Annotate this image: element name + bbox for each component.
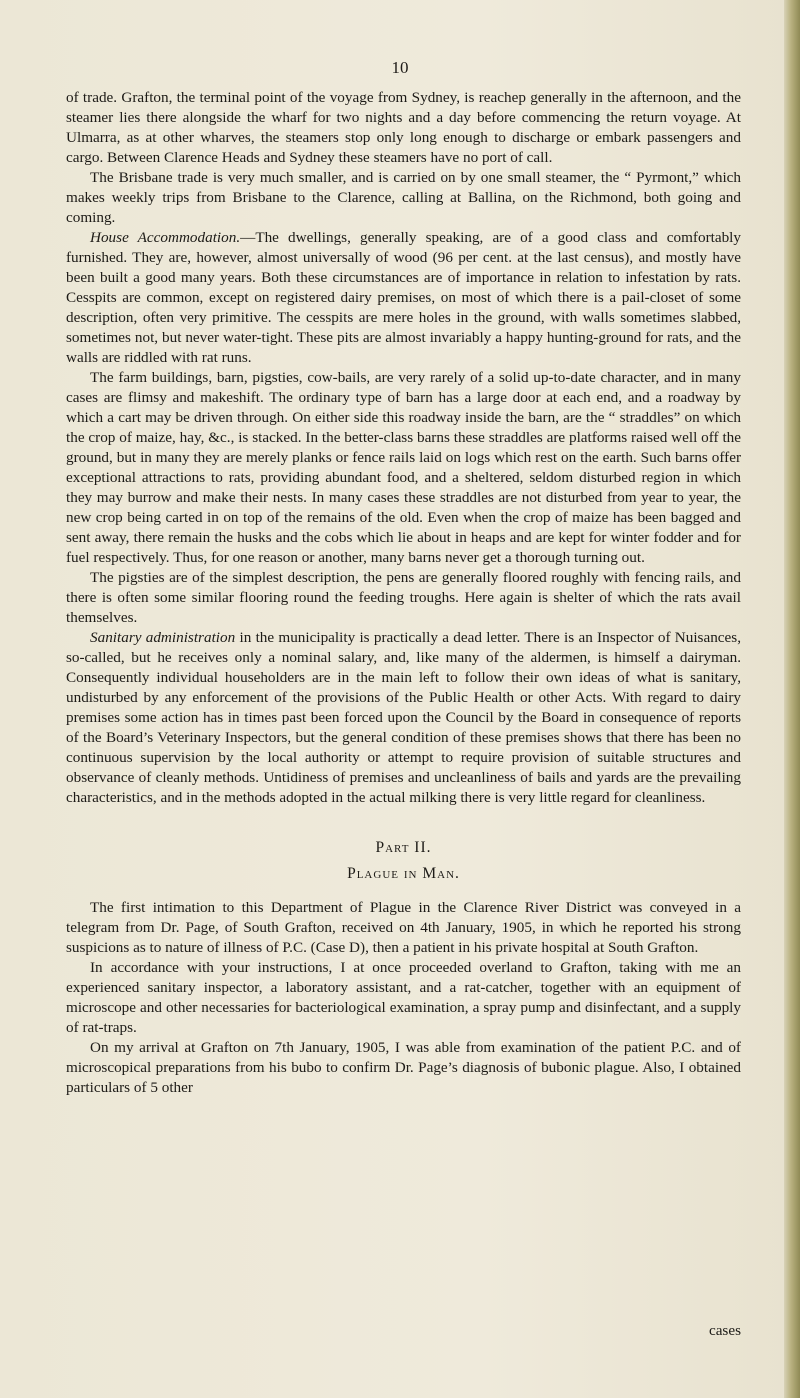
paragraph-sanitary (66, 628, 741, 808)
house-text: —The dwellings, generally speaking, are of a good class and comfortably furnished. They are, however, almost universally of wood (96 per cent. at the last census), and mostly have been built a good many years. Both these circumstances are of importance in relation to infestation by rats. Cesspits are common, except on registered dairy premises, on most of which there is a pail-closet of some description, often very primitive. The cesspits are mere holes in the ground, with walls sometimes slabbed, sometimes not, but never water-tight. These pits are almost invariably a happy hunting-ground for rats, and the walls are riddled with rat runs. (66, 229, 741, 366)
house-heading: House Accommodation. (90, 229, 241, 246)
page-edge (784, 0, 800, 1398)
page-number: 10 (391, 58, 409, 77)
paragraph-brisbane: The Brisbane trade is very much smaller, and is carried on by one small steamer, the “ Pyrmont,” which makes weekly trips from Brisbane to the Clarence, calling at Ballina, on the Richmond, both going and coming. (66, 169, 741, 226)
paragraph-trade: of trade. Grafton, the terminal point of the voyage from Sydney, is reachep generally in the afternoon, and the steamer lies there alongside the wharf for two nights and a day before commencing the return voyage. At Ulmarra, as at other wharves, the steamers stop only long enough to discharge or embark passengers and cargo. Between Clarence Heads and Sydney these steamers have no port of call. (66, 89, 741, 166)
sanitary-text: in the municipality is practically a dead letter. There is an Inspector of Nuisances, so-called, but he receives only a nominal salary, and, like many of the aldermen, is himself a dairyman. Consequently individual householders are in the main left to follow their own ideas of what is sanitary, undisturbed by any enforcement of the provisions of the Public Health or other Acts. With regard to dairy premises some action has in times past been forced upon the Council by the Board in consequence of reports of the Board’s Veterinary Inspectors, but the general condition of these premises shows that there has been no continuous supervision by the local authority or attempt to require provision of suitable structures and observance of cleanly methods. Untidiness of premises and uncleanliness of bails and yards are the prevailing characteristics, and in the methods adopted in the actual milking there is very little regard for cleanliness. (66, 629, 741, 806)
paragraph-instructions: In accordance with your instructions, I at once proceeded overland to Grafton, taking with me an experienced sanitary inspector, a laboratory assistant, and a rat-catcher, together with an equipment of microscope and other necessaries for bacteriological examination, a spray pump and disinfectant, and a supply of rat-traps. (66, 959, 741, 1036)
body-text (66, 88, 741, 1098)
paragraph-arrival: On my arrival at Grafton on 7th January, 1905, I was able from examination of the patient P.C. and of microscopical preparations from his bubo to confirm Dr. Page’s diagnosis of bubonic plague. Also, I obtained particulars of 5 other (66, 1039, 741, 1096)
paragraph-house (66, 228, 741, 368)
paragraph-pigsties: The pigsties are of the simplest description, the pens are generally floored roughly with fencing rails, and there is often some similar flooring round the feeding troughs. Here again is shelter of which the rats avail themselves. (66, 569, 741, 626)
catchword: cases (708, 1322, 741, 1339)
part-heading: Part II. (375, 839, 432, 856)
paragraph-intimation: The first intimation to this Department of Plague in the Clarence River District was conveyed in a telegram from Dr. Page, of South Grafton, received on 4th January, 1905, in which he reported his strong suspicions as to nature of illness of P.C. (Case D), then a patient in his private hospital at South Grafton. (66, 899, 741, 956)
section-heading: Plague in Man. (347, 865, 460, 882)
paragraph-farm: The farm buildings, barn, pigsties, cow-bails, are very rarely of a solid up-to-date character, and in many cases are flimsy and makeshift. The ordinary type of barn has a large door at each end, and a roadway by which a cart may be driven through. On either side this roadway inside the barn, are the “ straddles” on which the crop of maize, hay, &c., is stacked. In the better-class barns these straddles are platforms raised well off the ground, but in many they are merely planks or fence rails laid on logs which rest on the earth. Such barns offer exceptional attractions to rats, providing abundant food, and a sheltered, seldom disturbed region in which they may burrow and make their nests. In many cases these straddles are not disturbed from year to year, the new crop being carted in on top of the remains of the old. Even when the crop of maize has been bagged and sent away, there remain the husks and the cobs which lie about in heaps and are kept for winter fodder and for fuel respectively. Thus, for one reason or another, many barns never get a thorough turning out. (66, 369, 741, 566)
sanitary-heading: Sanitary administration (90, 629, 236, 646)
